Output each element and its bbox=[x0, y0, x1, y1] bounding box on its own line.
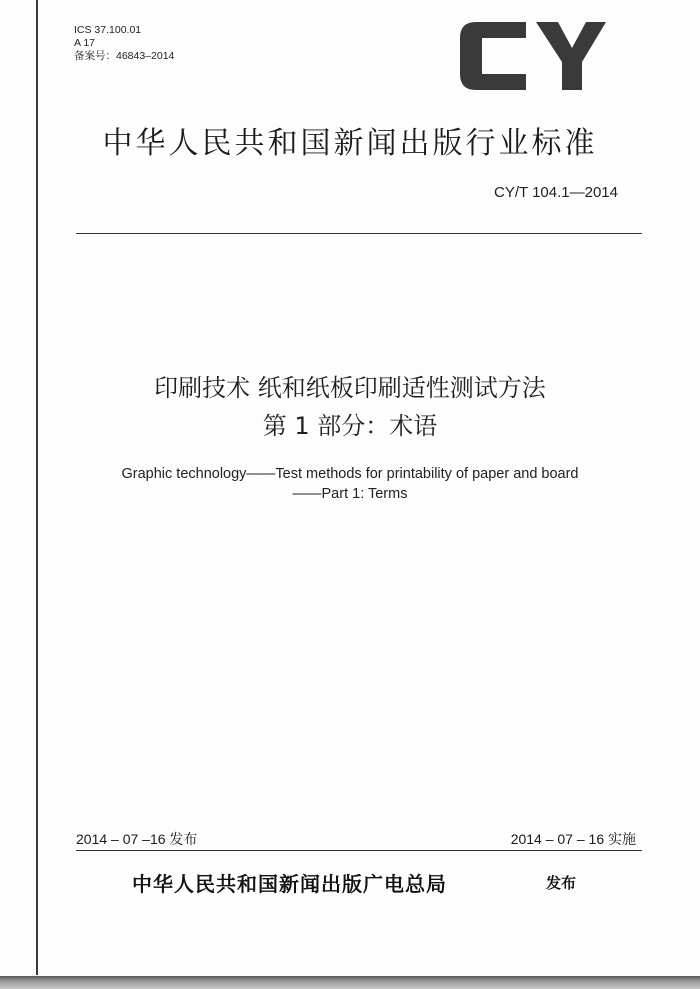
effective-date: 2014 – 07 – 16 实施 bbox=[510, 831, 636, 847]
publish-label: 发布 bbox=[546, 874, 577, 892]
category-code: A 17 bbox=[74, 37, 96, 49]
header-divider bbox=[76, 233, 642, 234]
publisher-name: 中华人民共和国新闻出版广电总局 bbox=[132, 872, 447, 896]
ics-code: ICS 37.100.01 bbox=[74, 24, 142, 36]
footer-divider bbox=[76, 850, 642, 851]
standard-code: CY/T 104.1—2014 bbox=[494, 184, 618, 201]
issue-date: 2014 – 07 –16 发布 bbox=[76, 831, 198, 847]
chinese-title-line-2: 第 1 部分：术语 bbox=[262, 412, 438, 440]
scan-bottom-edge bbox=[0, 976, 700, 989]
chinese-title-line-1: 印刷技术 纸和纸板印刷适性测试方法 bbox=[154, 374, 546, 402]
classification-block bbox=[74, 24, 174, 63]
industry-standard-title: 中华人民共和国新闻出版行业标准 bbox=[102, 126, 598, 161]
english-title-line-2: ——Part 1: Terms bbox=[292, 486, 408, 502]
cy-logo-icon bbox=[456, 12, 606, 96]
english-title-line-1: Graphic technology——Test methods for printability of paper and board bbox=[121, 466, 579, 482]
filing-number: 备案号：46843–2014 bbox=[74, 50, 175, 62]
